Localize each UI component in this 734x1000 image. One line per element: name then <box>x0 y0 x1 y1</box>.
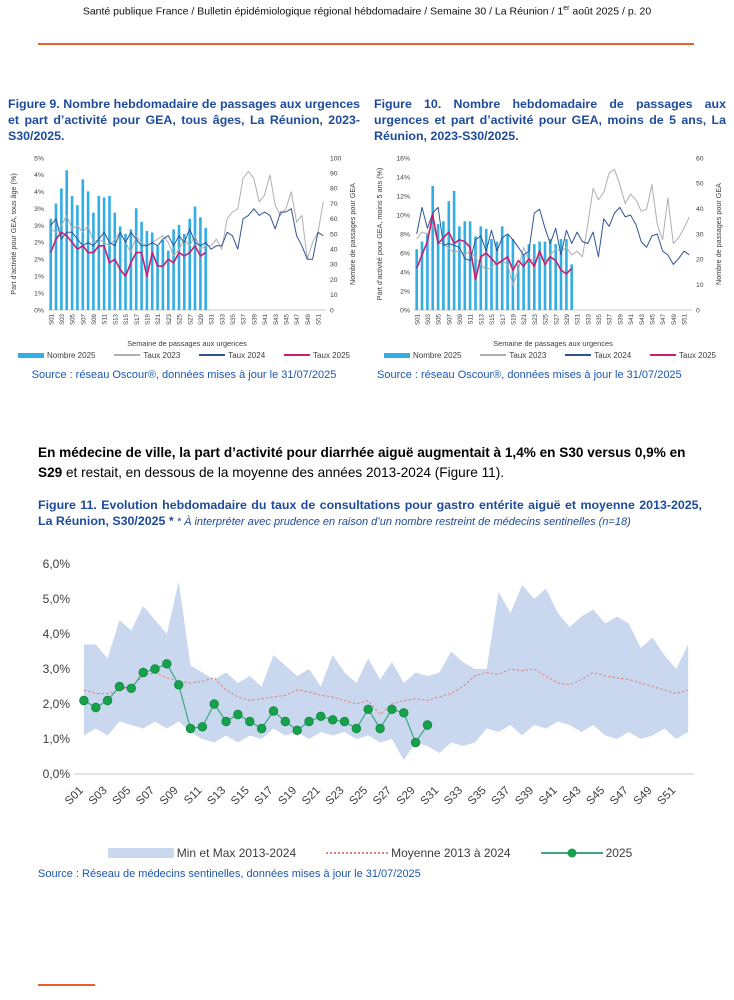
svg-text:Nombre de passages pour GEA: Nombre de passages pour GEA <box>714 182 723 285</box>
figure11-title-text: Figure 11. Evolution hebdomadaire du taux de consultations pour gastro entérite aiguë et moyenne 2013-2025, La Réunion, S30/2025 * <box>38 498 702 529</box>
figure9-block <box>8 97 360 381</box>
svg-text:40: 40 <box>330 246 338 254</box>
svg-text:S29: S29 <box>564 313 571 325</box>
svg-text:10%: 10% <box>396 211 410 219</box>
svg-text:90: 90 <box>330 170 338 178</box>
svg-text:S27: S27 <box>187 313 195 325</box>
svg-text:1,0%: 1,0% <box>42 732 70 746</box>
svg-text:S33: S33 <box>585 313 593 325</box>
svg-text:0: 0 <box>330 306 334 314</box>
legend-item <box>108 846 296 860</box>
legend-item <box>284 351 350 360</box>
paragraph-bold: En médecine de ville, la part d’activité pour diarrhée aiguë augmentait à 1,4% en S30 versus 0,9% en S29 <box>38 444 686 480</box>
legend-label: Nombre 2025 <box>413 350 462 360</box>
svg-text:20: 20 <box>330 276 338 284</box>
svg-text:S03: S03 <box>86 784 110 808</box>
svg-text:S35: S35 <box>230 313 237 325</box>
svg-text:16%: 16% <box>396 154 410 162</box>
figure10-title: Figure 10. Nombre hebdomadaire de passages aux urgences et part d’activité pour GEA, moins de 5 ans, La Réunion, 2023-S30/2025. <box>374 97 726 143</box>
svg-text:S01: S01 <box>48 313 56 325</box>
svg-text:S31: S31 <box>574 313 582 325</box>
svg-text:5,0%: 5,0% <box>42 592 70 606</box>
svg-text:S01: S01 <box>63 784 87 808</box>
svg-text:Semaine de passages aux urgenc: Semaine de passages aux urgences <box>127 338 247 348</box>
svg-text:S25: S25 <box>176 313 184 325</box>
svg-text:S31: S31 <box>208 313 216 325</box>
svg-text:S25: S25 <box>542 313 550 325</box>
svg-text:Nombre de passages pour GEA: Nombre de passages pour GEA <box>348 182 357 285</box>
svg-text:S43: S43 <box>638 313 646 325</box>
legend-label: Nombre 2025 <box>47 350 96 360</box>
svg-text:S19: S19 <box>276 784 300 808</box>
svg-text:3,0%: 3,0% <box>42 662 70 676</box>
figure11-note: * À interpréter avec prudence en raison d’un nombre restreint de médecins sentinelles (n=18) <box>173 516 631 529</box>
figure10-block <box>374 97 726 381</box>
dot-swatch <box>567 849 576 858</box>
svg-text:S39: S39 <box>251 313 259 325</box>
bar-swatch <box>384 353 410 358</box>
svg-text:0: 0 <box>696 306 700 314</box>
line-swatch <box>565 354 591 356</box>
svg-text:1%: 1% <box>34 290 44 298</box>
legend-item <box>565 351 631 360</box>
svg-text:4,0%: 4,0% <box>42 627 70 641</box>
figure10-chart <box>374 150 726 350</box>
svg-text:S17: S17 <box>252 784 276 808</box>
svg-text:8%: 8% <box>400 230 410 238</box>
svg-text:4%: 4% <box>34 171 44 179</box>
figure11-block <box>28 551 712 860</box>
svg-text:12%: 12% <box>396 192 410 200</box>
line-swatch <box>284 354 310 356</box>
svg-text:S19: S19 <box>510 313 518 325</box>
svg-text:S33: S33 <box>219 313 227 325</box>
svg-text:S05: S05 <box>110 784 134 808</box>
line-swatch <box>114 354 140 356</box>
svg-text:S19: S19 <box>144 313 152 325</box>
svg-text:S21: S21 <box>521 313 529 325</box>
line-swatch <box>480 354 506 356</box>
svg-text:2%: 2% <box>400 287 410 295</box>
svg-text:S37: S37 <box>240 313 248 325</box>
svg-text:S47: S47 <box>607 784 631 808</box>
legend-label: Moyenne 2013 à 2024 <box>391 846 511 860</box>
svg-text:S17: S17 <box>133 313 141 325</box>
svg-text:10: 10 <box>330 291 338 299</box>
legend-item <box>541 846 633 860</box>
svg-text:S51: S51 <box>315 313 323 325</box>
svg-text:S41: S41 <box>536 784 560 808</box>
svg-text:10: 10 <box>696 281 704 289</box>
page-header <box>0 5 734 18</box>
figure11-legend <box>28 846 712 860</box>
line-swatch <box>199 354 225 356</box>
figure9-source: Source : réseau Oscour®, données mises à jour le 31/07/2025 <box>31 368 337 381</box>
svg-text:S35: S35 <box>465 784 489 808</box>
svg-text:S51: S51 <box>681 313 689 325</box>
header-text-end: août 2025 / p. 20 <box>569 5 652 18</box>
figure10-legend <box>374 351 726 360</box>
svg-text:S31: S31 <box>418 784 442 808</box>
svg-text:3%: 3% <box>34 222 44 230</box>
svg-text:S13: S13 <box>205 784 229 808</box>
figure9-chart <box>8 150 360 350</box>
svg-text:S39: S39 <box>617 313 625 325</box>
svg-text:S01: S01 <box>414 313 422 325</box>
svg-text:S09: S09 <box>157 784 181 808</box>
legend-item <box>650 351 716 360</box>
header-text: Santé publique France / Bulletin épidémiologique régional hébdomadaire / Semaine 30 / La Réunion / 1 <box>82 5 564 18</box>
svg-text:S17: S17 <box>499 313 507 325</box>
svg-text:S15: S15 <box>489 313 497 325</box>
svg-text:2,0%: 2,0% <box>42 697 70 711</box>
svg-text:60: 60 <box>330 215 338 223</box>
body-paragraph <box>38 443 700 484</box>
svg-text:S07: S07 <box>134 784 158 808</box>
svg-text:S23: S23 <box>323 784 347 808</box>
svg-text:S25: S25 <box>347 784 371 808</box>
svg-text:S37: S37 <box>606 313 614 325</box>
legend-item <box>199 351 265 360</box>
svg-text:14%: 14% <box>396 173 410 181</box>
svg-text:5%: 5% <box>34 154 44 162</box>
svg-text:40: 40 <box>696 205 704 213</box>
svg-text:S21: S21 <box>155 313 163 325</box>
line-dot-swatch <box>541 852 603 854</box>
svg-text:S35: S35 <box>596 313 603 325</box>
svg-text:S47: S47 <box>660 313 668 325</box>
band-swatch <box>108 848 174 858</box>
dotted-line-swatch <box>326 852 388 854</box>
legend-item <box>114 351 180 360</box>
line-swatch <box>650 354 676 356</box>
svg-text:S03: S03 <box>59 313 66 325</box>
svg-text:1%: 1% <box>34 273 44 281</box>
svg-text:S49: S49 <box>631 784 655 808</box>
svg-text:S47: S47 <box>294 313 302 325</box>
svg-text:30: 30 <box>330 261 338 269</box>
svg-text:S11: S11 <box>182 784 205 807</box>
svg-text:S49: S49 <box>304 313 312 325</box>
figure10-source: Source : réseau Oscour®, données mises à jour le 31/07/2025 <box>377 368 682 381</box>
svg-text:S45: S45 <box>649 313 657 325</box>
figure11-title <box>38 497 702 529</box>
legend-label: Taux 2023 <box>509 350 547 360</box>
svg-text:S13: S13 <box>478 313 486 325</box>
figure9-legend <box>8 351 360 360</box>
legend-label: Taux 2023 <box>143 350 181 360</box>
svg-text:0%: 0% <box>400 306 410 314</box>
svg-text:S45: S45 <box>584 784 608 808</box>
svg-text:S45: S45 <box>283 313 291 325</box>
svg-text:4%: 4% <box>34 188 44 196</box>
legend-label: Taux 2024 <box>594 350 632 360</box>
svg-text:4%: 4% <box>400 268 410 276</box>
svg-text:S33: S33 <box>442 784 466 808</box>
svg-text:S27: S27 <box>553 313 561 325</box>
svg-text:S51: S51 <box>655 784 679 808</box>
svg-text:60: 60 <box>696 154 704 162</box>
svg-text:S43: S43 <box>272 313 280 325</box>
svg-text:6%: 6% <box>400 249 410 257</box>
svg-text:S07: S07 <box>446 313 454 325</box>
svg-text:Part d’activité pour GEA, tous: Part d’activité pour GEA, tous âge (%) <box>9 172 18 295</box>
svg-text:0,0%: 0,0% <box>42 767 70 781</box>
svg-text:S11: S11 <box>467 313 475 325</box>
svg-text:2%: 2% <box>34 256 44 264</box>
svg-text:Semaine de passages aux urgenc: Semaine de passages aux urgences <box>493 338 613 348</box>
svg-text:S07: S07 <box>80 313 88 325</box>
svg-text:S39: S39 <box>513 784 537 808</box>
svg-text:100: 100 <box>330 154 342 162</box>
header-sup: er <box>563 5 570 12</box>
bottom-orange-rule <box>38 984 95 986</box>
bar-swatch <box>18 353 44 358</box>
svg-text:S23: S23 <box>531 313 539 325</box>
svg-text:50: 50 <box>696 180 704 188</box>
svg-text:2%: 2% <box>34 239 44 247</box>
svg-text:80: 80 <box>330 185 338 193</box>
legend-label: Taux 2025 <box>679 350 716 360</box>
svg-text:S09: S09 <box>91 313 98 325</box>
paragraph-rest: et restait, en dessous de la moyenne des années 2013-2024 (Figure 11). <box>62 464 505 480</box>
svg-text:S03: S03 <box>425 313 432 325</box>
svg-text:S13: S13 <box>112 313 120 325</box>
svg-text:S29: S29 <box>394 784 418 808</box>
legend-label: Taux 2025 <box>313 350 350 360</box>
top-orange-rule <box>38 43 694 45</box>
svg-text:Part d’activité pour GEA, moin: Part d’activité pour GEA, moins 5 ans (%) <box>375 167 384 300</box>
svg-text:S27: S27 <box>371 784 395 808</box>
svg-text:20: 20 <box>696 256 704 264</box>
svg-text:S05: S05 <box>69 313 77 325</box>
figure11-chart <box>28 556 712 844</box>
figure11-source: Source : Réseau de médecins sentinelles, données mises à jour le 31/07/2025 <box>38 868 421 880</box>
svg-text:S21: S21 <box>299 784 323 808</box>
svg-text:6,0%: 6,0% <box>42 557 70 571</box>
legend-label: 2025 <box>605 846 633 860</box>
svg-text:3%: 3% <box>34 205 44 213</box>
svg-text:S41: S41 <box>262 313 270 325</box>
figure9-title: Figure 9. Nombre hebdomadaire de passages aux urgences et part d’activité pour GEA, tous âges, La Réunion, 2023-S30/2025. <box>8 97 360 143</box>
svg-text:S11: S11 <box>101 313 109 325</box>
svg-text:50: 50 <box>330 230 338 238</box>
svg-text:S49: S49 <box>670 313 678 325</box>
legend-label: Taux 2024 <box>228 350 266 360</box>
legend-item <box>384 351 461 360</box>
svg-text:S05: S05 <box>435 313 443 325</box>
svg-text:S15: S15 <box>123 313 131 325</box>
svg-text:0%: 0% <box>34 306 44 314</box>
svg-text:S23: S23 <box>165 313 173 325</box>
legend-item <box>326 846 510 860</box>
legend-item <box>18 351 95 360</box>
svg-text:70: 70 <box>330 200 338 208</box>
svg-text:S41: S41 <box>628 313 636 325</box>
svg-text:S15: S15 <box>228 784 252 808</box>
svg-text:S09: S09 <box>457 313 464 325</box>
svg-text:S43: S43 <box>560 784 584 808</box>
legend-label: Min et Max 2013-2024 <box>176 846 297 860</box>
legend-item <box>480 351 546 360</box>
svg-text:S29: S29 <box>198 313 205 325</box>
svg-text:30: 30 <box>696 230 704 238</box>
svg-text:S37: S37 <box>489 784 513 808</box>
